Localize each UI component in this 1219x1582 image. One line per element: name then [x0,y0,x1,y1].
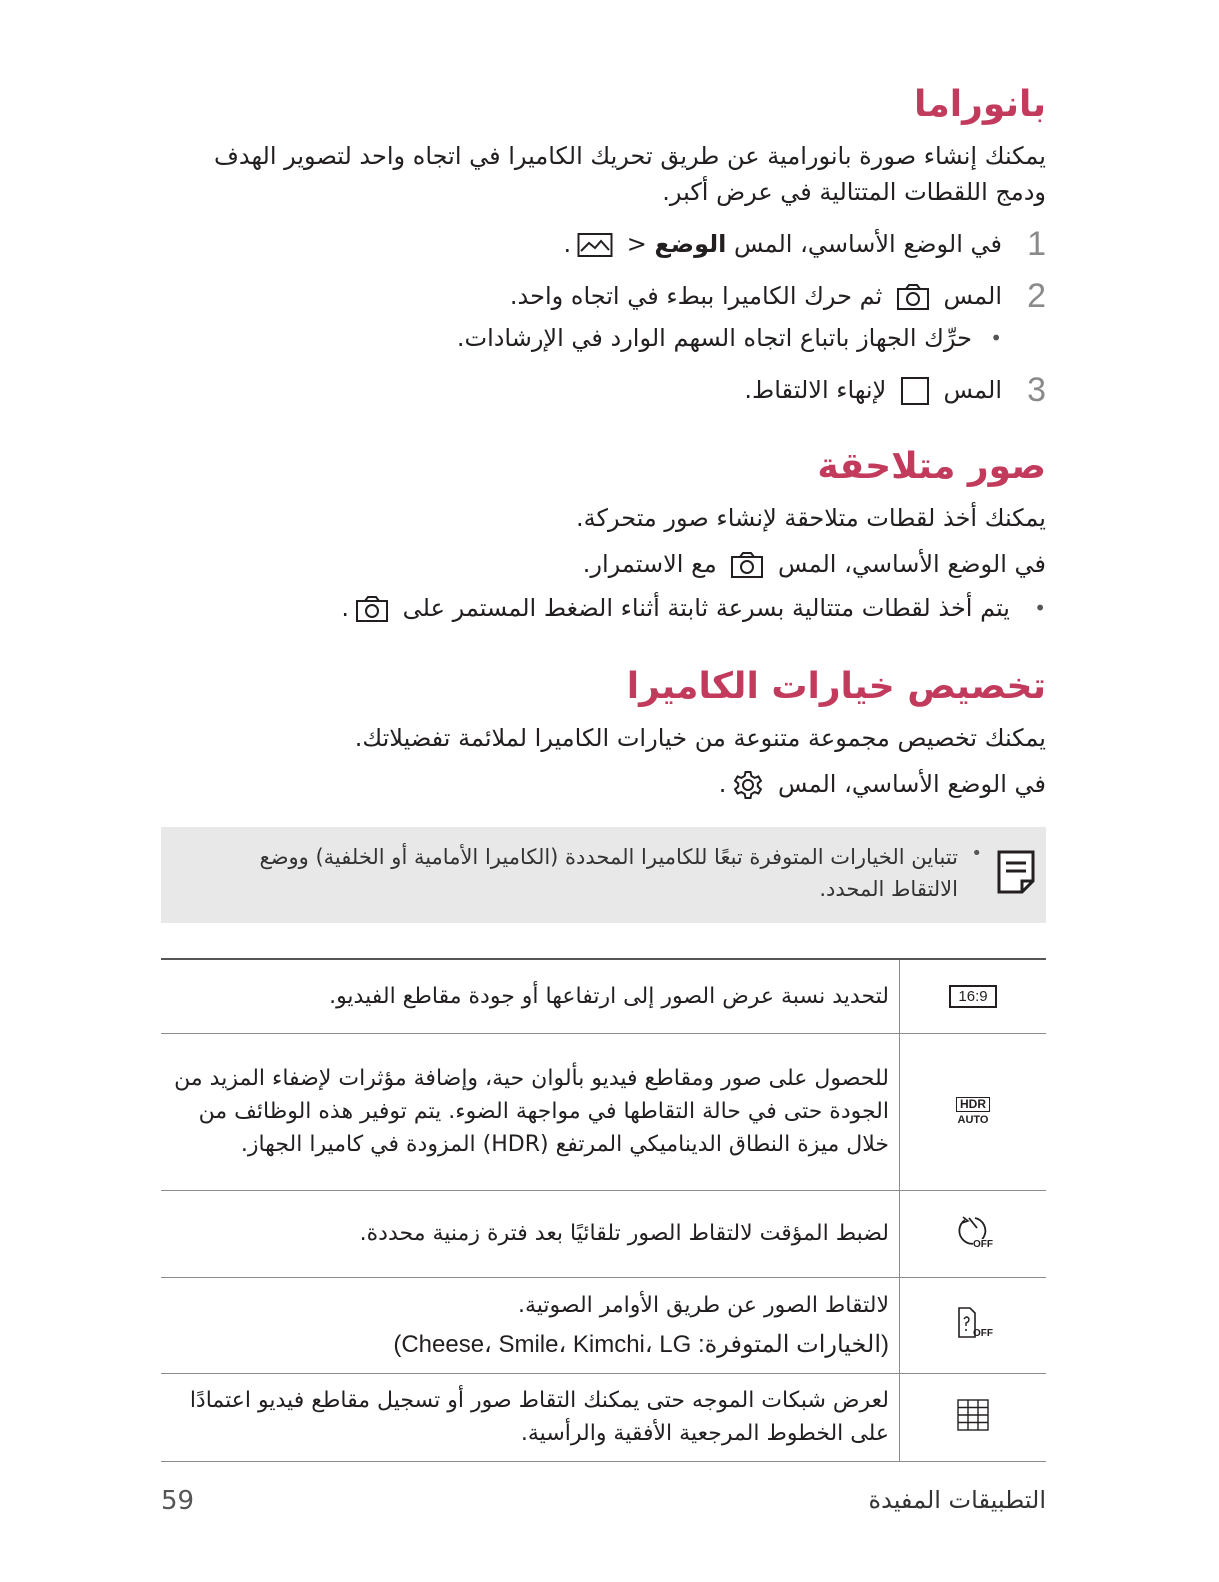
customize-heading: تخصيص خيارات الكاميرا [626,666,1046,707]
burst-intro: يمكنك أخذ لقطات متلاحقة لإنشاء صور متحركة. [576,504,1046,532]
bullet-dot: • [990,326,1002,350]
page-number: 59 [161,1486,195,1516]
voice-shutter-off-icon: OFF [953,1305,993,1341]
panorama-intro: يمكنك إنشاء صورة بانورامية عن طريق تحريك الكاميرا في اتجاه واحد لتصوير الهدف ودمج اللقطات المتتالية في عرض أكبر. [213,142,1046,206]
note-box [161,827,1046,923]
option-icon-cell [900,1190,1047,1277]
option-icon-cell [900,1033,1047,1190]
options-table [161,958,1046,1462]
option-icon-cell [900,1373,1047,1461]
step-text: المس لإنهاء الالتقاط. [744,376,1002,404]
stop-square-icon [900,376,930,406]
note-icon [996,849,1036,895]
step-text: المس ثم حرك الكاميرا ببطء في اتجاه واحد. [509,282,1002,310]
table-row [161,1033,1046,1190]
bullet-dot: • [971,843,982,864]
step-number: 2 [1027,277,1046,315]
step-number: 3 [1027,371,1046,409]
ratio-icon: 16:9 [949,985,996,1008]
grid-icon [957,1399,989,1431]
table-row [161,1277,1046,1373]
option-icon-cell [900,959,1047,1033]
table-row [161,1190,1046,1277]
note-text: تتباين الخيارات المتوفرة تبعًا للكاميرا المحددة (الكاميرا الأمامية أو الخلفية) ووضع الالتقاط المحدد. [259,845,958,901]
hdr-auto-icon: HDR AUTO [957,1096,989,1126]
footer-section-title: التطبيقات المفيدة [868,1486,1046,1514]
option-description: لضبط المؤقت لالتقاط الصور تلقائيًا بعد فترة زمنية محددة. [161,1190,900,1277]
customize-intro: يمكنك تخصيص مجموعة متنوعة من خيارات الكاميرا لملائمة تفضيلاتك. [354,724,1046,752]
camera-icon [355,595,389,623]
gear-icon [732,769,764,801]
step-number: 1 [1027,225,1046,263]
table-row [161,959,1046,1033]
panorama-heading: بانوراما [914,84,1046,125]
customize-step: في الوضع الأساسي، المس . [161,766,1046,802]
timer-off-icon: OFF [953,1214,993,1250]
option-description: لالتقاط الصور عن طريق الأوامر الصوتية. (الخيارات المتوفرة: Cheese، Smile، Kimchi، LG) [161,1277,900,1373]
bullet-dot: • [1034,596,1046,620]
panorama-mode-icon [577,232,613,258]
camera-icon [730,551,764,579]
burst-heading: صور متلاحقة [817,446,1046,487]
bullet-text: يتم أخذ لقطات متتالية بسرعة ثابتة أثناء الضغط المستمر على . [341,594,1010,622]
camera-icon [896,283,930,311]
option-description: للحصول على صور ومقاطع فيديو بألوان حية، وإضافة مؤثرات لإضفاء المزيد من الجودة حتى في حالة التقاطها في مواجهة الضوء. يتم توفير هذه الوظائف من خلال ميزة النطاق الديناميكي المرتفع (HDR) المزودة في كاميرا الجهاز. [161,1033,900,1190]
burst-step: في الوضع الأساسي، المس مع الاستمرار. [582,550,1046,578]
option-description: لعرض شبكات الموجه حتى يمكنك التقاط صور أو تسجيل مقاطع فيديو اعتمادًا على الخطوط المرجعية الأفقية والرأسية. [161,1373,900,1461]
table-row [161,1373,1046,1461]
option-icon-cell [900,1277,1047,1373]
step-text: في الوضع الأساسي، المس الوضع < . [563,230,1002,258]
bullet-text: حرِّك الجهاز باتباع اتجاه السهم الوارد في الإرشادات. [456,324,972,352]
option-description: لتحديد نسبة عرض الصور إلى ارتفاعها أو جودة مقاطع الفيديو. [161,959,900,1033]
manual-page [161,0,1046,1582]
